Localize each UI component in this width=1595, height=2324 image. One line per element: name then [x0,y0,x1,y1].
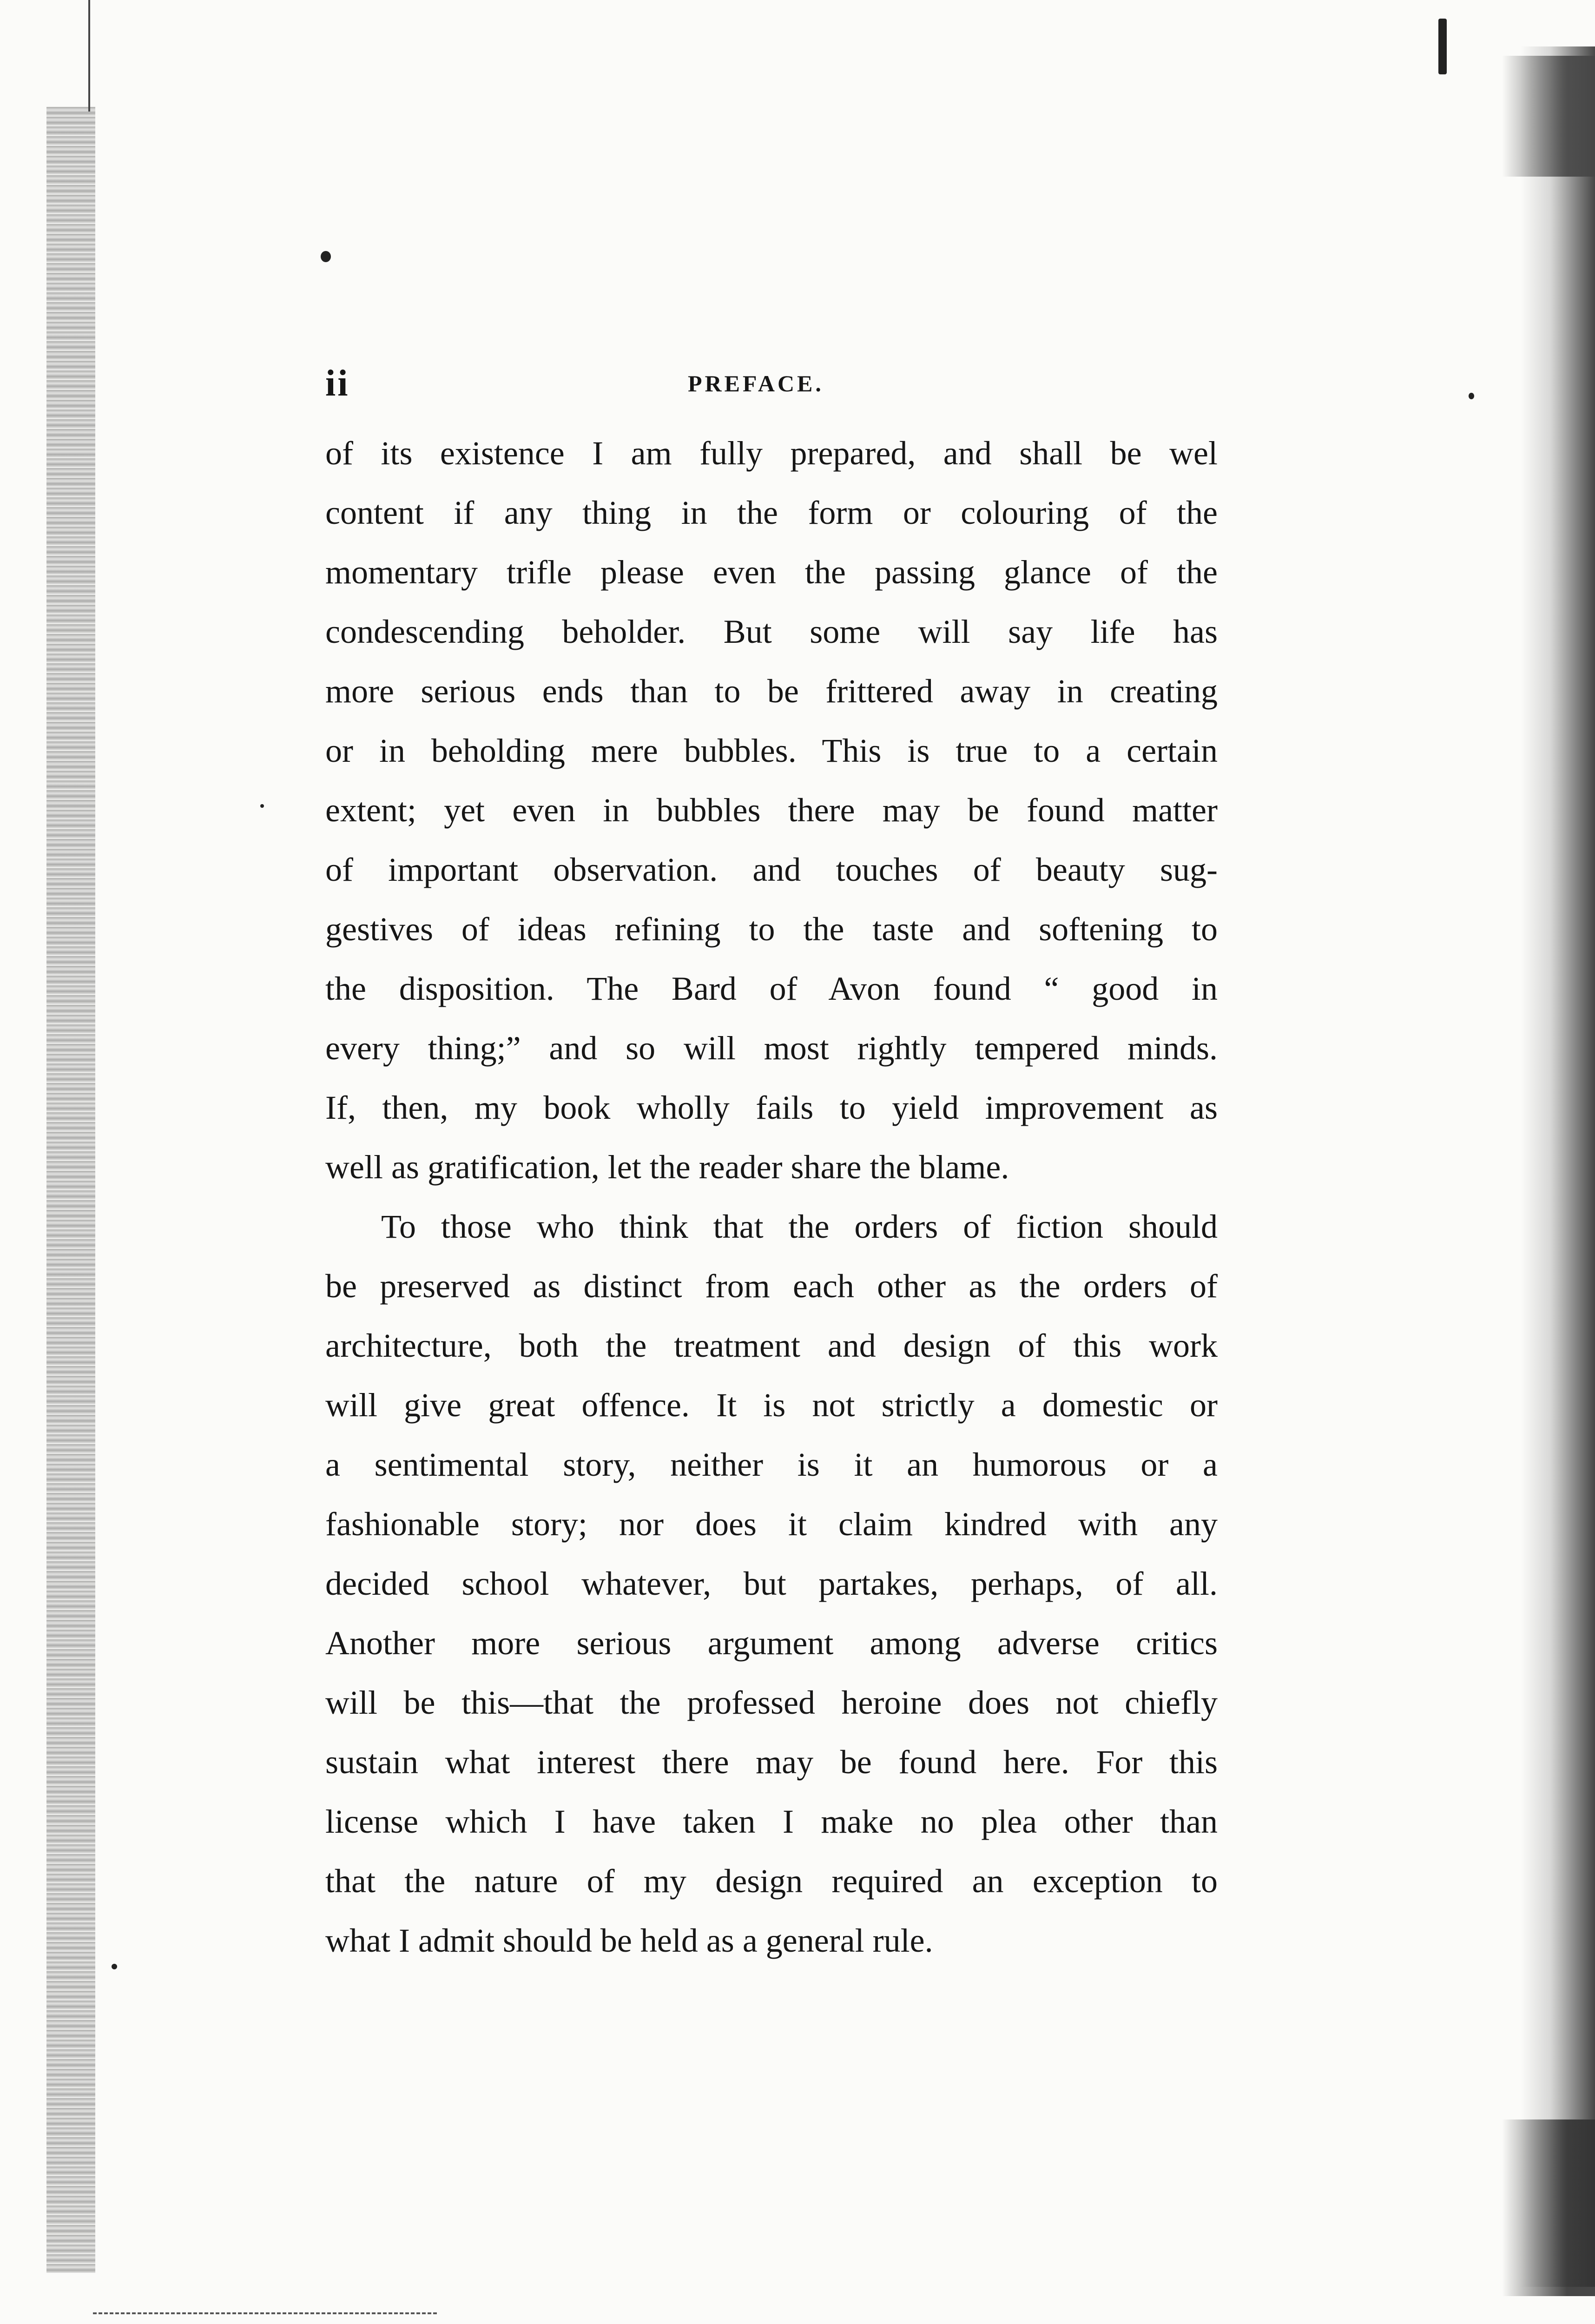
text-line: more serious ends than to be frittered away in creating [325,673,1218,710]
text-line: license which I have taken I make no plea other than [325,1803,1218,1840]
text-line: To those who think that the orders of fiction should [381,1208,1218,1245]
scan-edge-right [1521,46,1595,2287]
text-line: sustain what interest there may be found here. For this [325,1743,1218,1781]
text-line: extent; yet even in bubbles there may be found matter [325,792,1218,829]
text-line: Another more serious argument among adverse critics [325,1624,1218,1662]
scan-bottom-dashes [93,2312,437,2314]
text-line: If, then, my book wholly fails to yield improvement as [325,1089,1218,1126]
page-header [325,363,1218,409]
text-line: architecture, both the treatment and design of this work [325,1327,1218,1364]
text-line: of important observation. and touches of beauty sug- [325,851,1218,888]
text-line: content if any thing in the form or colouring of the [325,494,1218,531]
text-line: fashionable story; nor does it claim kindred with any [325,1505,1218,1543]
ink-speck [321,251,331,262]
running-head: PREFACE. [688,370,824,396]
scan-edge-left [46,107,95,2273]
text-line: that the nature of my design required an exception to [325,1862,1218,1900]
text-line: of its existence I am fully prepared, and shall be wel [325,435,1218,472]
ink-speck [260,804,264,808]
scan-edge-left-line [88,0,90,112]
text-line: condescending beholder. But some will say life has [325,613,1218,650]
text-line: well as gratification, let the reader share the blame. [325,1149,1009,1186]
text-line: a sentimental story, neither is it an humorous or a [325,1446,1218,1483]
text-line: the disposition. The Bard of Avon found “ good in [325,970,1218,1007]
text-line: momentary trifle please even the passing glance of the [325,554,1218,591]
scan-edge-right-top [1502,56,1595,177]
text-line: every thing;” and so will most rightly tempered minds. [325,1030,1218,1067]
scan-edge-right-bottom [1502,2119,1595,2296]
text-line: will be this—that the professed heroine does not chiefly [325,1684,1218,1721]
page-number: ii [325,363,350,404]
text-line: be preserved as distinct from each other as the orders of [325,1268,1218,1305]
text-line: or in beholding mere bubbles. This is true to a certain [325,732,1218,769]
ink-speck [112,1964,117,1969]
text-line: what I admit should be held as a general rule. [325,1922,933,1959]
ink-speck [1469,393,1474,399]
text-line: gestives of ideas refining to the taste and softening to [325,911,1218,948]
text-line: decided school whatever, but partakes, perhaps, of all. [325,1565,1218,1602]
text-line: will give great offence. It is not strictly a domestic or [325,1386,1218,1424]
ink-speck [1438,19,1447,74]
